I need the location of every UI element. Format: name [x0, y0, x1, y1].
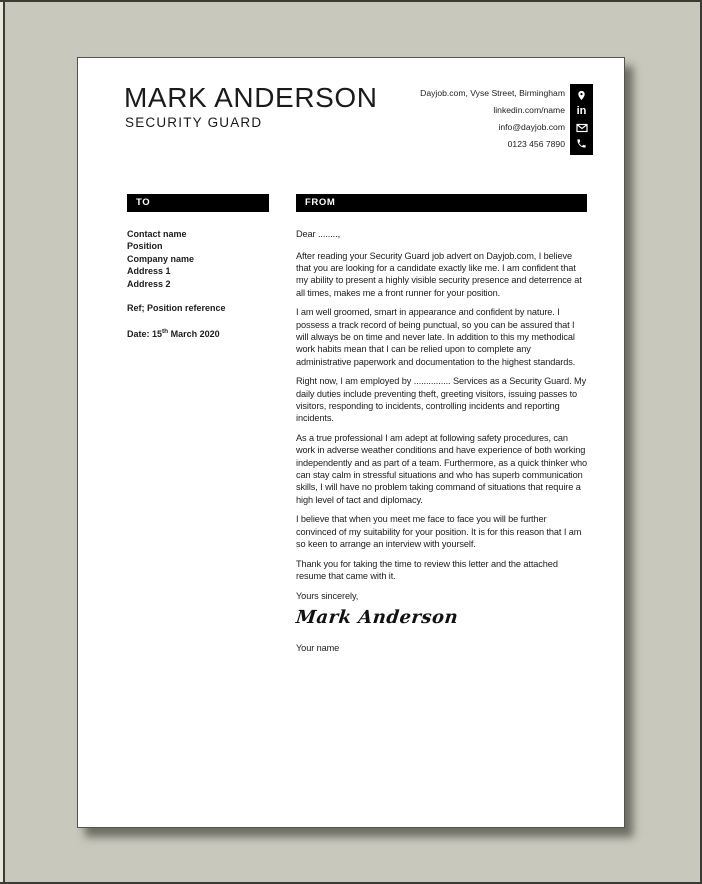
- recipient-address-1: Address 1: [127, 266, 171, 277]
- recipient-contact-name: Contact name: [127, 229, 187, 239]
- letter-page: [77, 57, 625, 828]
- from-section-label: FROM: [305, 197, 336, 208]
- contact-phone: 0123 456 7890: [507, 138, 565, 149]
- paragraph-skills: As a true professional I am adept at following safety procedures, can work in adverse weather conditions and have experience of both working independently and as part of a team. Furthermore, as a quick thinker who can stay calm in stressful situations and who has superb communication skills, I will have no problem taking command of situations that require a high level of tact and diplomacy.: [296, 433, 588, 505]
- contact-info: [420, 85, 565, 153]
- spacer: [127, 314, 292, 326]
- to-section-header: [127, 194, 269, 212]
- applicant-job-title: SECURITY GUARD: [125, 115, 263, 130]
- paragraph-intro: After reading your Security Guard job advert on Dayjob.com, I believe that you are looking for a candidate exactly like me. I am confident that my ability to present a highly visible security presence and deterrence at all times, makes me a front runner for your position.: [296, 250, 582, 298]
- screenshot-left-border: [3, 0, 5, 884]
- contact-email: info@dayjob.com: [498, 121, 565, 132]
- paragraph-interview: I believe that when you meet me face to face you will be further convinced of my suitability for your position. It is for this reason that I am so keen to arrange an interview with yourself.: [296, 514, 582, 550]
- paragraph-current-role: Right now, I am employed by ............... Services as a Security Guard. My daily duties include preventing theft, greeting visitors, issuing passes to visitors, responding to incidents, controlling incidents and reporting incidents.: [296, 376, 587, 424]
- to-section-label: TO: [136, 197, 151, 208]
- linkedin-icon: in: [576, 105, 587, 118]
- phone-icon: [576, 138, 587, 149]
- letter-date: Date: 15th March 2020: [127, 328, 220, 340]
- contact-linkedin: linkedin.com/name: [493, 104, 565, 115]
- screenshot-top-border: [0, 0, 702, 2]
- email-icon: [576, 123, 588, 133]
- recipient-position: Position: [127, 241, 163, 252]
- paragraph-thanks: Thank you for taking the time to review this letter and the attached resume that came with it.: [296, 558, 558, 582]
- recipient-address-2: Address 2: [127, 278, 171, 289]
- closing-line: Yours sincerely,: [296, 590, 359, 601]
- recipient-block: [127, 228, 292, 341]
- letter-body: [296, 228, 588, 661]
- location-icon: [576, 90, 587, 101]
- recipient-company: Company name: [127, 253, 195, 264]
- contact-address: Dayjob.com, Vyse Street, Birmingham: [420, 88, 565, 98]
- contact-icon-bar: [570, 84, 593, 155]
- salutation: Dear ........,: [296, 229, 341, 239]
- spacer: [127, 290, 292, 302]
- signoff-name: Your name: [296, 642, 340, 653]
- position-reference: Ref; Position reference: [127, 303, 226, 314]
- paragraph-qualities: I am well groomed, smart in appearance and confident by nature. I possess a track record of being punctual, so you can be assured that I will always be on time and never late. In addition to this my methodical work habits mean that I can be relied upon to complete any administrative paperwork and documentation to the highest standards.: [296, 307, 576, 367]
- applicant-name: MARK ANDERSON: [124, 82, 378, 113]
- signature: Mark Anderson: [294, 607, 460, 629]
- from-section-header: [296, 194, 587, 212]
